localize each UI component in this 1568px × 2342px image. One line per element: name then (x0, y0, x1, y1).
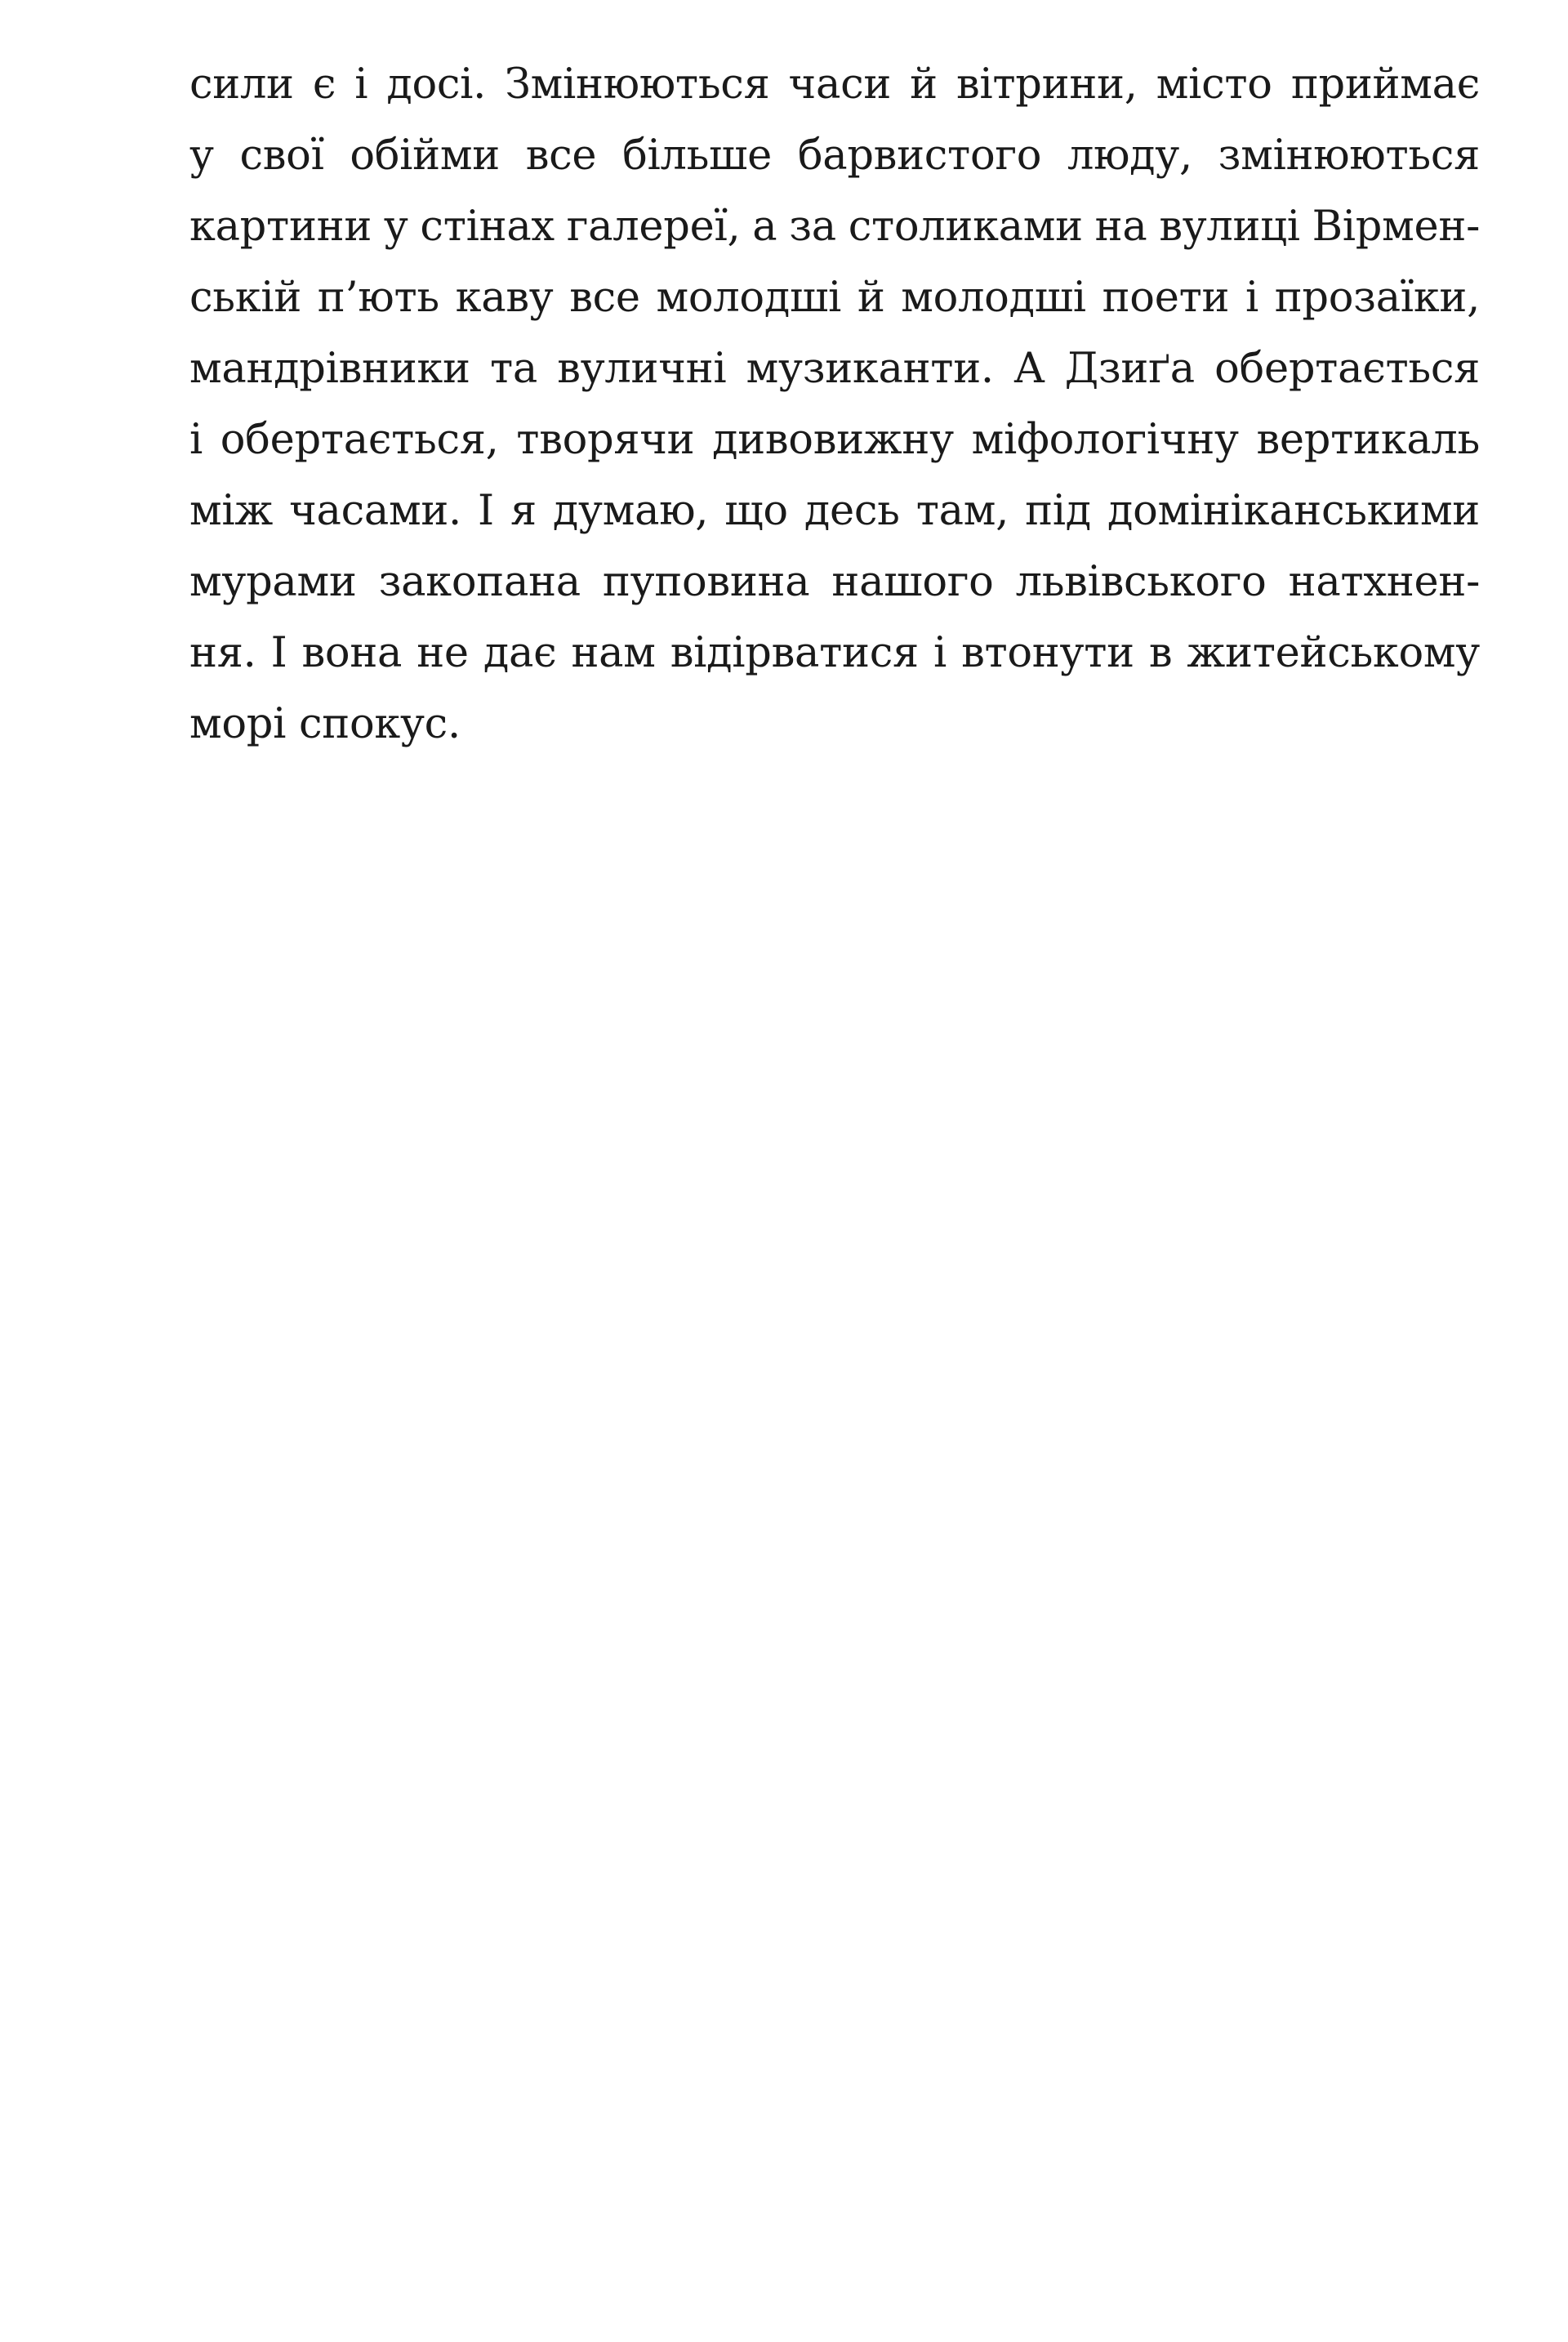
text-line: мурами закопана пуповина нашого львівського натхнен- (189, 558, 1480, 606)
text-line: мандрівники та вуличні музиканти. А Дзиґа обертається (189, 345, 1480, 393)
body-paragraph (189, 49, 1480, 760)
text-line: у свої обійми все більше барвистого люду, змінюються (189, 132, 1480, 180)
text-line: і обертається, творячи дивовижну міфологічну вертикаль (189, 416, 1480, 464)
text-line: між часами. І я думаю, що десь там, під домініканськими (189, 487, 1480, 535)
text-line-last: морі спокус. (189, 700, 461, 748)
text-line: картини у стінах галереї, а за столиками на вулиці Вірмен- (189, 203, 1480, 251)
text-line: ня. І вона не дає нам відірватися і втонути в житейському (189, 629, 1480, 677)
text-line: сили є і досі. Змінюються часи й вітрини, місто приймає (189, 60, 1480, 109)
text-line: ській п’ють каву все молодші й молодші поети і прозаїки, (189, 274, 1480, 322)
